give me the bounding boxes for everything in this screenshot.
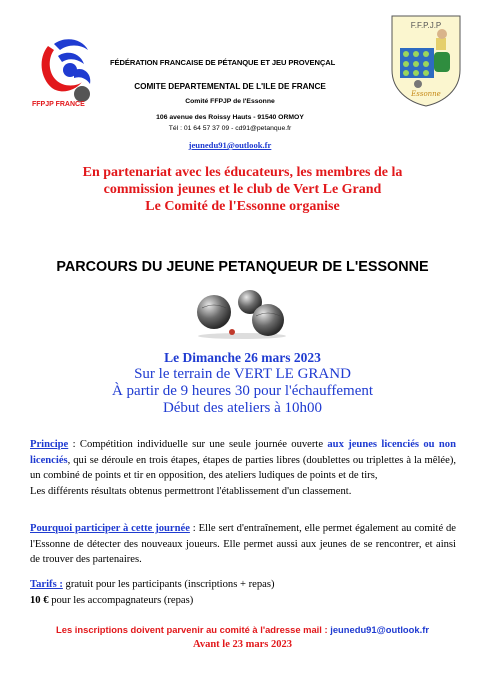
committee-name: COMITE DEPARTEMENTAL DE L'ILE DE FRANCE [134,82,326,91]
tarifs-label: Tarifs : [30,579,63,590]
event-place: Sur le terrain de VERT LE GRAND [134,366,351,382]
event-start: Début des ateliers à 10h00 [162,400,323,416]
principe-paragraph [30,437,456,499]
principe-text-3: Les différents résultats obtenus permettront l'établissement d'un classement. [30,485,352,497]
event-date: Le Dimanche 26 mars 2023 [164,350,321,365]
principe-text-2: , qui se déroule en trois étapes, étapes de parties libres (doublettes ou triplettes à la mêlée), un combiné de points et tir en opposition, des ateliers ludiques de points et de tirs, [30,454,456,481]
registration-note [20,624,465,635]
tarifs-paragraph [30,577,456,608]
registration-email-link[interactable]: jeunedu91@outlook.fr [330,624,429,635]
header-email-link[interactable]: jeunedu91@outlook.fr [188,140,272,150]
page-title: PARCOURS DU JEUNE PETANQUEUR DE L'ESSONNE [56,259,429,275]
event-warmup: À partir de 9 heures 30 pour l'échauffement [111,383,374,399]
petanque-balls-image [194,290,290,340]
pourquoi-label: Pourquoi participer à cette journée [30,523,190,534]
principe-text-1: : Compétition individuelle sur une seule journée ouverte [68,439,328,450]
principe-label: Principe [30,439,69,450]
intro-line-2: commission jeunes et le club de Vert Le Grand [103,182,382,197]
essonne-logo-text: F.F.P.J.P [410,21,442,30]
committee-subtitle: Comité FFPJP de l'Essonne [185,98,275,105]
intro-line-3: Le Comité de l'Essonne organise [145,199,340,214]
registration-deadline: Avant le 23 mars 2023 [193,639,292,650]
event-info [60,349,425,417]
tarifs-line-1: gratuit pour les participants (inscriptions + repas) [62,579,275,590]
pourquoi-text: : Elle sert d'entraînement, elle permet également au comité de l'Essonne de détecter des nouveaux joueurs. Elle permet aussi aux jeunes de se rencontrer, et ainsi de trouver des partenaires. [30,523,456,565]
intro [30,164,455,215]
essonne-signature: Essonne [411,90,441,98]
essonne-shield-logo [388,12,464,108]
principe-highlight: aux jeunes licenciés ou non licenciés [30,439,456,466]
federation-name: FÉDÉRATION FRANCAISE DE PÉTANQUE ET JEU PROVENÇAL [110,58,336,67]
ffpjp-logo-text: FFPJP FRANCE [32,101,85,108]
tarifs-line-2: pour les accompagnateurs (repas) [48,594,194,606]
committee-address: 106 avenue des Roissy Hauts - 91540 ORMOY [156,114,304,121]
ffpjp-logo [30,26,102,112]
registration-text: Les inscriptions doivent parvenir au comité à l'adresse mail : [56,624,331,635]
committee-contact: Tél : 01 64 57 37 09 - cd91@petanque.fr [168,125,292,132]
pourquoi-paragraph [30,521,456,568]
tarifs-price: 10 € [30,594,49,606]
intro-line-1: En partenariat avec les éducateurs, les membres de la [82,165,403,180]
